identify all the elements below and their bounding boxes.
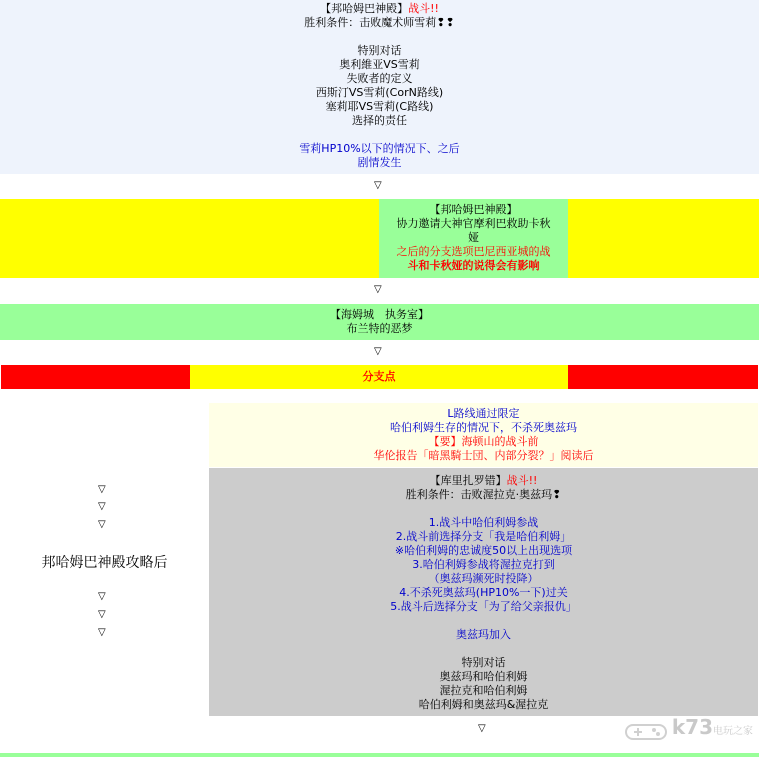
down-arrow-icon: ▽ — [98, 484, 106, 495]
section-heim-castle — [0, 304, 759, 340]
section1-title-battle: 战斗!! — [408, 2, 439, 15]
down-arrow-icon: ▽ — [98, 519, 106, 530]
section1-note-1: 雪莉HP10%以下的情况下、之后 — [299, 142, 460, 155]
section5-dialog-3: 哈伯利姆和奥兹玛&渥拉克 — [418, 698, 549, 711]
section1-dialog-4: 塞莉耶VS雪莉(C路线) — [325, 100, 434, 113]
section5-join: 奥兹玛加入 — [456, 628, 511, 641]
section2-line-1: 协力邀请大神官摩利巴救助卡秋 — [396, 217, 551, 230]
section1-title-a: 【邦哈姆巴神殿】 — [320, 2, 409, 15]
gamepad-icon — [624, 719, 668, 743]
section5-step-5: （奥兹玛濒死时投降） — [428, 572, 539, 585]
section2-red-2: 斗和卡秋娅的说得会有影响 — [407, 259, 540, 272]
section5-step-3: ※哈伯利姆的忠诚度50以上出现选项 — [394, 544, 573, 557]
watermark-logo — [624, 715, 753, 743]
down-arrow-icon: ▽ — [98, 627, 106, 638]
section3-line: 布兰特的恶梦 — [346, 322, 413, 335]
section5-title-battle: 战斗!! — [506, 474, 538, 487]
section2-title: 【邦哈姆巴神殿】 — [429, 203, 518, 216]
section2-line-2: 娅 — [468, 231, 479, 244]
section5-special-header: 特别对话 — [461, 656, 506, 669]
section4-line-2: 哈伯利姆生存的情况下，不杀死奥兹玛 — [390, 421, 577, 434]
section5-dialog-2: 渥拉克和哈伯利姆 — [439, 684, 528, 697]
section1-dialog-5: 选择的责任 — [352, 114, 407, 127]
section-kurizaro-battle — [209, 468, 758, 716]
section-l-route-condition — [209, 403, 758, 467]
down-arrow-icon: ▽ — [478, 723, 486, 734]
down-arrow-icon: ▽ — [98, 591, 106, 602]
section5-step-1: 1.战斗中哈伯利姆参战 — [428, 516, 539, 529]
section5-step-2: 2.战斗前选择分支「我是哈伯利姆」 — [395, 530, 572, 543]
section1-dialog-2: 失败者的定义 — [346, 72, 413, 85]
section-temple-help — [379, 199, 568, 278]
section1-dialog-1: 奥利維亚VS雪莉 — [339, 58, 420, 71]
section1-special-header: 特别对话 — [357, 44, 402, 57]
section5-dialog-1: 奥兹玛和哈伯利姆 — [439, 670, 528, 683]
section5-step-6: 4.不杀死奥兹玛(HP10%一下)过关 — [399, 586, 568, 599]
section5-title-a: 【库里扎罗错】 — [429, 474, 507, 487]
branch-label: 分支点 — [362, 370, 396, 383]
section1-title — [0, 2, 759, 16]
watermark-main: k73 — [671, 715, 713, 739]
section4-line-3: 【要】海顿山的战斗前 — [428, 435, 539, 448]
section4-line-1: L路线通过限定 — [447, 407, 520, 420]
section-bonhamba-battle — [0, 0, 759, 174]
left-label: 邦哈姆巴神殿攻略后 — [41, 555, 168, 571]
section3-title: 【海姆城 执务室】 — [330, 308, 429, 321]
down-arrow-icon: ▽ — [374, 180, 382, 191]
section2-red-1: 之后的分支选项巴尼西亚城的战 — [396, 245, 551, 258]
bottom-green-line — [0, 753, 759, 757]
section1-dialog-3: 西斯汀VS雪莉(CorN路线) — [315, 86, 444, 99]
down-arrow-icon: ▽ — [374, 346, 382, 357]
section4-line-4: 华伦报告「暗黑騎士団、内部分裂？」阅读后 — [373, 449, 594, 462]
down-arrow-icon: ▽ — [98, 609, 106, 620]
branch-bar-left — [1, 365, 190, 389]
down-arrow-icon: ▽ — [374, 284, 382, 295]
branch-point — [190, 365, 568, 389]
left-label-box — [0, 551, 209, 575]
section5-step-7: 5.战斗后选择分支「为了给父亲报仇」 — [390, 600, 577, 613]
branch-bar-right — [568, 365, 758, 389]
watermark-sub: 电玩之家 — [713, 726, 753, 737]
section1-note-2: 剧情发生 — [357, 156, 402, 169]
section5-step-4: 3.哈伯利姆参战将渥拉克打到 — [412, 558, 555, 571]
section1-victory: 胜利条件：击败魔术师雪莉❢❢ — [304, 16, 455, 29]
down-arrow-icon: ▽ — [98, 501, 106, 512]
section5-title — [209, 474, 758, 488]
section5-victory: 胜利条件：击败渥拉克·奥兹玛❢ — [405, 488, 562, 501]
